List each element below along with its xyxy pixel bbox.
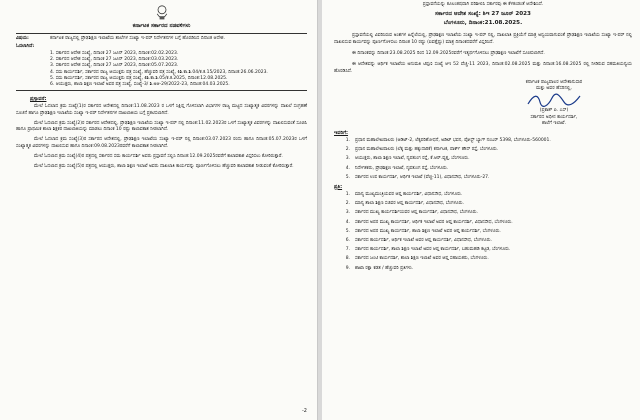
- page-number: -2: [302, 408, 307, 414]
- subject-text: ಕರ್ನಾಟಕ ರಾಜ್ಯದಲ್ಲಿ ಪ್ರೌಢಶಿಕ್ಷಣ ಇಲಾಖೆಯ ಶಾಲೆಗಳ ಸಂಖ್ಯಾ ಇ-ಪರ್ ನಿರ್ದೇಶನಗಳ ಬಗ್ಗೆ ಹೊರಡಿಸಿದ ದಿನಾಂಕ ಆದೇಶ.: [50, 36, 226, 41]
- list-item: 8. ಸರ್ಕಾರದ ಜಂಟಿ ಕಾರ್ಯದರ್ಶಿ, ಶಾಲಾ ಶಿಕ್ಷಣ ಇಲಾಖೆ ಅವರ ಆಪ್ತ ಸಹಾಯಕರು, ಬೆಂಗಳೂರು.: [345, 256, 489, 262]
- document-page-right: [322, 0, 640, 420]
- references-label: ಓದಲಾಗಿದೆ:: [16, 44, 35, 49]
- signature-line: ಕರ್ನಾಟಕ ರಾಜ್ಯಪಾಲರ ಆದೇಶಾನುಸಾರ: [525, 79, 583, 85]
- list-item: 6. ಸರ್ಕಾರದ ಕಾರ್ಯದರ್ಶಿ, ಆರ್ಥಿಕ ಇಲಾಖೆ ಅವರ ಆಪ್ತ ಕಾರ್ಯದರ್ಶಿ, ವಿಧಾನಸೌಧ, ಬೆಂಗಳೂರು.: [345, 237, 492, 243]
- preamble-paragraph: ಮೇಲೆ ಓದಲಾದ ಕ್ರಮ ಸಂಖ್ಯೆ(2)ರ ಸರ್ಕಾರದ ಆದೇಶದಲ್ಲಿ, ಪ್ರೌಢಶಿಕ್ಷಣ ಇಲಾಖೆಯ ಸಂಖ್ಯಾ ಇ-ಪರ್ ನಲ್ಲಿ ದಿನಾಂಕ:11.02.2023ರ ಒಳಗೆ ಸಂಖ್ಯಾತ್ಮಕ ವಿವರಗಳನ್ನು ದಾಖಲಿಸುವಂತೆ ಸೂಚಿಸಿ ಹಾಗೂ ಪ್ರಾಥಮಿಕ ಶಾಲಾ ಶಿಕ್ಷಕರ ದಾಖಲಾತಿಯನ್ನು ಮಾಡಲು ದಿನಾಂಕ 10 ರಷ್ಟು ಕಾಲಾವಕಾಶ ನೀಡಲಾಗಿದೆ.: [16, 120, 307, 133]
- document-page-left: [0, 0, 318, 420]
- reference-item: 5. ಸಮ ಕಾರ್ಯದರ್ಶಿ, ಸರ್ಕಾರದ ರಾಜ್ಯ ಆಯುಕ್ತರು ಪತ್ರ ಸಂಖ್ಯೆ, ಕಿಶಿ.ಕಾ.ಶಿ.05/ಕ.ಕ.2025, ದಿನಾಂಕ:12.08.2025.: [50, 75, 228, 81]
- document-header: ಕರ್ನಾಟಕ ಸರ್ಕಾರದ ನಡವಳಿಗಳು: [132, 23, 191, 29]
- list-item: 3. ಆಯುಕ್ತರು, ಶಾಲಾ ಶಿಕ್ಷಣ ಇಲಾಖೆ, ನೃಪತುಂಗ ರಸ್ತೆ, ಕೆ.ಆರ್.ವೃತ್ತ, ಬೆಂಗಳೂರು.: [345, 156, 470, 162]
- copies-title: ಪ್ರತಿ:: [334, 183, 343, 190]
- list-item: 3. ಸರ್ಕಾರದ ಮುಖ್ಯ ಕಾರ್ಯದರ್ಶಿಯವರ ಆಪ್ತ ಕಾರ್ಯದರ್ಶಿ, ವಿಧಾನಸೌಧ, ಬೆಂಗಳೂರು.: [345, 210, 479, 216]
- subject-row: [16, 36, 307, 42]
- list-item: 7. ಸರ್ಕಾರದ ಕಾರ್ಯದರ್ಶಿ, ಶಾಲಾ ಶಿಕ್ಷಣ ಇಲಾಖೆ ಅವರ ಆಪ್ತ ಕಾರ್ಯದರ್ಶಿ, ಬಹುಮಹಡಿ ಕಟ್ಟಡ, ಬೆಂಗಳೂರು.: [345, 247, 511, 253]
- order-paragraph: ಪ್ರಸ್ತಾವನೆಯಲ್ಲಿ ವಿವರಿಸಿರುವ ಅಂಶಗಳ ಹಿನ್ನೆಲೆಯಲ್ಲಿ, ಪ್ರೌಢಶಿಕ್ಷಣ ಇಲಾಖೆಯ ಸಂಖ್ಯಾ ಇ-ಪರ್ ನಲ್ಲಿ, ದಾಖಲಾತಿ ಪ್ರಕ್ರಿಯೆಗೆ ಮಾತ್ರ ಅನ್ವಯವಾಗುವಂತೆ ಪ್ರೌಢಶಿಕ್ಷಣ ಇಲಾಖೆಯ ಸಂಖ್ಯಾ ಇ-ಪರ್ ನಲ್ಲಿ ದಾಖಲಿಸುವ ಕಾರ್ಯವನ್ನು ಪೂರ್ಣಗೊಳಿಸಲು ದಿನಾಂಕ 10 ರಷ್ಟು (ಐವತ್ತೆಷ್ಟು) ಮಾತ್ರ ದಿನಾಂಕದವರೆಗೆ ವಿಸ್ತರಿಸಿದೆ.: [334, 33, 632, 45]
- signatory-department: ಶಾಲೆಗೆ ಇಲಾಖೆ.: [541, 120, 566, 126]
- list-item: 9. ಶಾಖಾ ರಕ್ಷಾ ಕಡತ / ಹೆಚ್ಚುವರಿ ಪ್ರತಿಗಳು.: [345, 265, 414, 271]
- list-item: 5. ಸರ್ಕಾರದ ಉಪ ಕಾರ್ಯದರ್ಶಿ, ಆರ್ಥಿಕ ಇಲಾಖೆ (ವೆಚ್ಚ-11), ವಿಧಾನಸೌಧ, ಬೆಂಗಳೂರು-27.: [345, 174, 490, 180]
- reference-item: 4. ಸಮ ಕಾರ್ಯದರ್ಶಿ, ಸರ್ಕಾರದ ರಾಜ್ಯ ಆಯುಕ್ತರು ಪತ್ರ ಸಂಖ್ಯೆ, ಹೆಚ್ಚುವರಿ ಪತ್ರ ಸಂಖ್ಯೆ, ಕಿಶಿ.ಕಾ.ಶಿ.04/ಕ.ಕ.15/2023, ದಿನಾಂಕ:26.06.2023.: [50, 69, 268, 75]
- order-paragraph: ಈ ದಿನಾಂಕವನ್ನು ದಿನಾಂಕ:23.08.2025 ರಿಂದ 12.09.2025ರವರೆಗೆ ಇತ್ಯರ್ಥಗೊಳಿಸಲು ಪ್ರೌಢಶಿಕ್ಷಣ ಇಲಾಖೆಗೆ ಸೂಚಿಸಲಾಗಿದೆ.: [352, 51, 545, 56]
- list-item: 4. ನಿರ್ದೇಶಕರು, ಪ್ರೌಢಶಿಕ್ಷಣ ಇಲಾಖೆ, ನೃಪತುಂಗ ರಸ್ತೆ, ಬೆಂಗಳೂರು.: [345, 165, 449, 171]
- order-date: ಬೆಂಗಳೂರು, ದಿನಾಂಕ:21.08.2025.: [443, 20, 523, 27]
- handwritten-signature-icon: [524, 92, 584, 108]
- list-item: 2. ಪ್ರಧಾನ ಮಹಾಲೇಖಪಾಲರು (ಲೆಕ್ಕ ಮತ್ತು ಹಕ್ಕುದಾರಿಕೆ) ಕರ್ನಾಟಕ, ಪಾರ್ಕ್ ಹೌಸ್ ರಸ್ತೆ, ಬೆಂಗಳೂರು.: [345, 147, 499, 153]
- state-emblem-icon: [154, 4, 170, 22]
- order-paragraph: ಈ ಆದೇಶವನ್ನು ಆರ್ಥಿಕ ಇಲಾಖೆಯ ಅನುಮತಿ ಟಿಪ್ಪಣಿ ಸಂಖ್ಯೆ ಆಇ 52 ವೆಚ್ಚ-11 2023, ದಿನಾಂಕ:02.08.2025 ಮತ್ತು ದಿನಾಂಕ:16.08.2025 ರಲ್ಲಿ ನೀಡಿರುವ ಸಹಮತಿಯನ್ವಯ ಹೊರಡಿಸಿದೆ.: [334, 62, 632, 74]
- signatory-designation: ಸರ್ಕಾರದ ಅಧೀನ ಕಾರ್ಯದರ್ಶಿ,: [530, 114, 578, 120]
- references-row: [16, 44, 307, 50]
- signature-block: [499, 80, 609, 127]
- list-item: 4. ಸರ್ಕಾರದ ಅಪರ ಮುಖ್ಯ ಕಾರ್ಯದರ್ಶಿ, ಆರ್ಥಿಕ ಇಲಾಖೆ ಅವರ ಆಪ್ತ ಕಾರ್ಯದರ್ಶಿ, ವಿಧಾನಸೌಧ, ಬೆಂಗಳೂರು.: [345, 219, 513, 225]
- recipients-title: ಇವರಿಗೆ:: [334, 129, 349, 136]
- subject-label: ವಿಷಯ:: [16, 36, 29, 41]
- preamble-paragraph: ಮೇಲೆ ಓದಲಾದ ಕ್ರಮ ಸಂಖ್ಯೆ(3)ರ ಸರ್ಕಾರದ ಆದೇಶದಲ್ಲಿ, ಪ್ರೌಢಶಿಕ್ಷಣ ಇಲಾಖೆಯ ಸಂಖ್ಯಾ ಇ-ಪರ್ ನಲ್ಲಿ ದಿನಾಂಕ:03.07.2023 ರಂದು ಹಾಗೂ ದಿನಾಂಕ:05.07.2023ರ ಒಳಗೆ ಸಂಖ್ಯಾತ್ಮಕ ವಿವರಗಳನ್ನು ದಾಖಲಿಸುವ ಹಾಗೂ ದಿನಾಂಕ:09.08.2023ರವರೆಗೆ ಕಾಲಾವಕಾಶ ನೀಡಲಾಗಿದೆ.: [16, 137, 307, 149]
- preamble-paragraph: ಮೇಲೆ ಓದಲಾದ ಕ್ರಮ ಸಂಖ್ಯೆ(4)ರ ಪತ್ರದಲ್ಲಿ ಸರ್ಕಾರದ ಸಮ ಕಾರ್ಯದರ್ಶಿ ಅವರು ಪ್ರಸ್ತಾವನೆ ಸಲ್ಲಿಸಿ ದಿನಾಂಕ:12.09.2025ರವರೆಗೆ ಕಾಲಾವಕಾಶ ವಿಸ್ತರಿಸಲು ಕೋರಿರುತ್ತಾರೆ.: [34, 154, 283, 159]
- preamble-title: ಪ್ರಸ್ತಾವನೆ:: [30, 96, 47, 103]
- header-divider: [16, 33, 307, 34]
- list-item: 1. ಪ್ರಧಾನ ಮಹಾಲೇಖಪಾಲರು (ಆಡಿಟ್-2, ಲೆಕ್ಕಪರಿಶೋಧನೆ, ಅಡಿಟ್ ಭವನ, ಪೋಸ್ಟ್ ಬ್ಯಾಗ್ ನಂಬರ್ 5398, ಬೆಂಗಳೂರು-560001.: [345, 137, 551, 143]
- section-divider: [16, 90, 307, 91]
- order-intro: ಪ್ರಸ್ತಾವನೆಯನ್ನು ಕೂಲಂಕಷವಾಗಿ ಪರಿಶೀಲಿಸಿ ಸರ್ಕಾರವು ಈ ಕೆಳಕಂಡಂತೆ ಆದೇಶಿಸಿದೆ.: [422, 2, 544, 7]
- order-title: ಸರ್ಕಾರದ ಆದೇಶ ಸಂಖ್ಯೆ: ಶಿಇ 27 ಜೂನ್ 2023: [435, 11, 531, 18]
- list-item: 1. ಮಾನ್ಯ ಮುಖ್ಯಮಂತ್ರಿಯವರ ಆಪ್ತ ಕಾರ್ಯದರ್ಶಿ, ವಿಧಾನಸೌಧ, ಬೆಂಗಳೂರು.: [345, 191, 463, 197]
- reference-item: 2. ಸರ್ಕಾರದ ಆದೇಶ ಸಂಖ್ಯೆ, ದಿನಾಂಕ 27 ಜೂನ್ 2023, ದಿನಾಂಕ:03.03.2023.: [50, 57, 179, 63]
- copies-list: [334, 192, 632, 272]
- reference-item: 3. ಸರ್ಕಾರದ ಆದೇಶ ಸಂಖ್ಯೆ, ದಿನಾಂಕ 27 ಜೂನ್ 2023, ದಿನಾಂಕ:05.07.2023.: [50, 63, 179, 69]
- signature-line: ಮತ್ತು ಅವರ ಹೆಸರಿನಲ್ಲಿ,: [536, 86, 572, 92]
- list-item: 2. ಮಾನ್ಯ ಶಾಲಾ ಶಿಕ್ಷಣ ಸಚಿವರ ಆಪ್ತ ಕಾರ್ಯದರ್ಶಿ, ವಿಧಾನಸೌಧ, ಬೆಂಗಳೂರು.: [345, 201, 465, 207]
- references-list: [50, 51, 307, 88]
- preamble-paragraph: ಮೇಲೆ ಓದಲಾದ ಕ್ರಮ ಸಂಖ್ಯೆ(5)ರ ಪತ್ರದಲ್ಲಿ ಆಯುಕ್ತರು, ಶಾಲಾ ಶಿಕ್ಷಣ ಇಲಾಖೆ ಅವರು ದಾಖಲಾತಿ ಕಾರ್ಯವನ್ನು ಪೂರ್ಣಗೊಳಿಸಲು ಹೆಚ್ಚುವರಿ ಕಾಲಾವಕಾಶ ನೀಡುವಂತೆ ಕೋರಿರುತ್ತಾರೆ.: [34, 164, 294, 170]
- reference-item: 6. ಆಯುಕ್ತರು, ಶಾಲಾ ಶಿಕ್ಷಣ ಇಲಾಖೆ ಅವರ ಪತ್ರ ಸಂಖ್ಯೆ, ಸಂಖ್ಯೆ-3/ ಶಿ.ಅಆ-29/2022-23, ದಿನಾಂಕ:04.03.2025.: [50, 82, 230, 88]
- list-item: 5. ಸರ್ಕಾರದ ಅಪರ ಮುಖ್ಯ ಕಾರ್ಯದರ್ಶಿ, ಶಾಲಾ ಶಿಕ್ಷಣ ಇಲಾಖೆ ಅವರ ಆಪ್ತ ಕಾರ್ಯದರ್ಶಿ, ಬೆಂಗಳೂರು.: [345, 228, 501, 234]
- preamble-paragraph: ಮೇಲೆ ಓದಲಾದ ಕ್ರಮ ಸಂಖ್ಯೆ(1)ರ ಸರ್ಕಾರದ ಆದೇಶದಲ್ಲಿ ದಿನಾಂಕ:11.08.2023 ರ ಒಳಗೆ ಸಿಕ್ಷಿಪ್ತ ಗೊಳಿಸಲಾಗಿ ವಿಭಾಗಗಳ ರಾಜ್ಯ ಮಟ್ಟದ ಸಂಖ್ಯಾತ್ಮಕ ವಿವರಗಳನ್ನು ದಾಖಲೆ ಸಂಗ್ರಹಣೆ ಸೂಚನೆ ಹಾಗೂ ಪ್ರೌಢಶಿಕ್ಷಣ ಇಲಾಖೆಯ ಸಂಖ್ಯಾ ಇ-ಪರ್ ನಿರ್ದೇಶನಗಳ ದಾಖಲಾತಿಯ ಬಗ್ಗೆ ಪ್ರಕಟಿಸಲಾಗಿದೆ.: [16, 104, 307, 116]
- signatory-name: (ಪ್ರಕಾಶ್ ಪಿ. ಎಸ್): [539, 108, 569, 114]
- reference-item: 1. ಸರ್ಕಾರದ ಆದೇಶ ಸಂಖ್ಯೆ, ದಿನಾಂಕ 27 ಜೂನ್ 2023, ದಿನಾಂಕ:02.02.2023.: [50, 51, 179, 56]
- recipients-list: [334, 138, 632, 181]
